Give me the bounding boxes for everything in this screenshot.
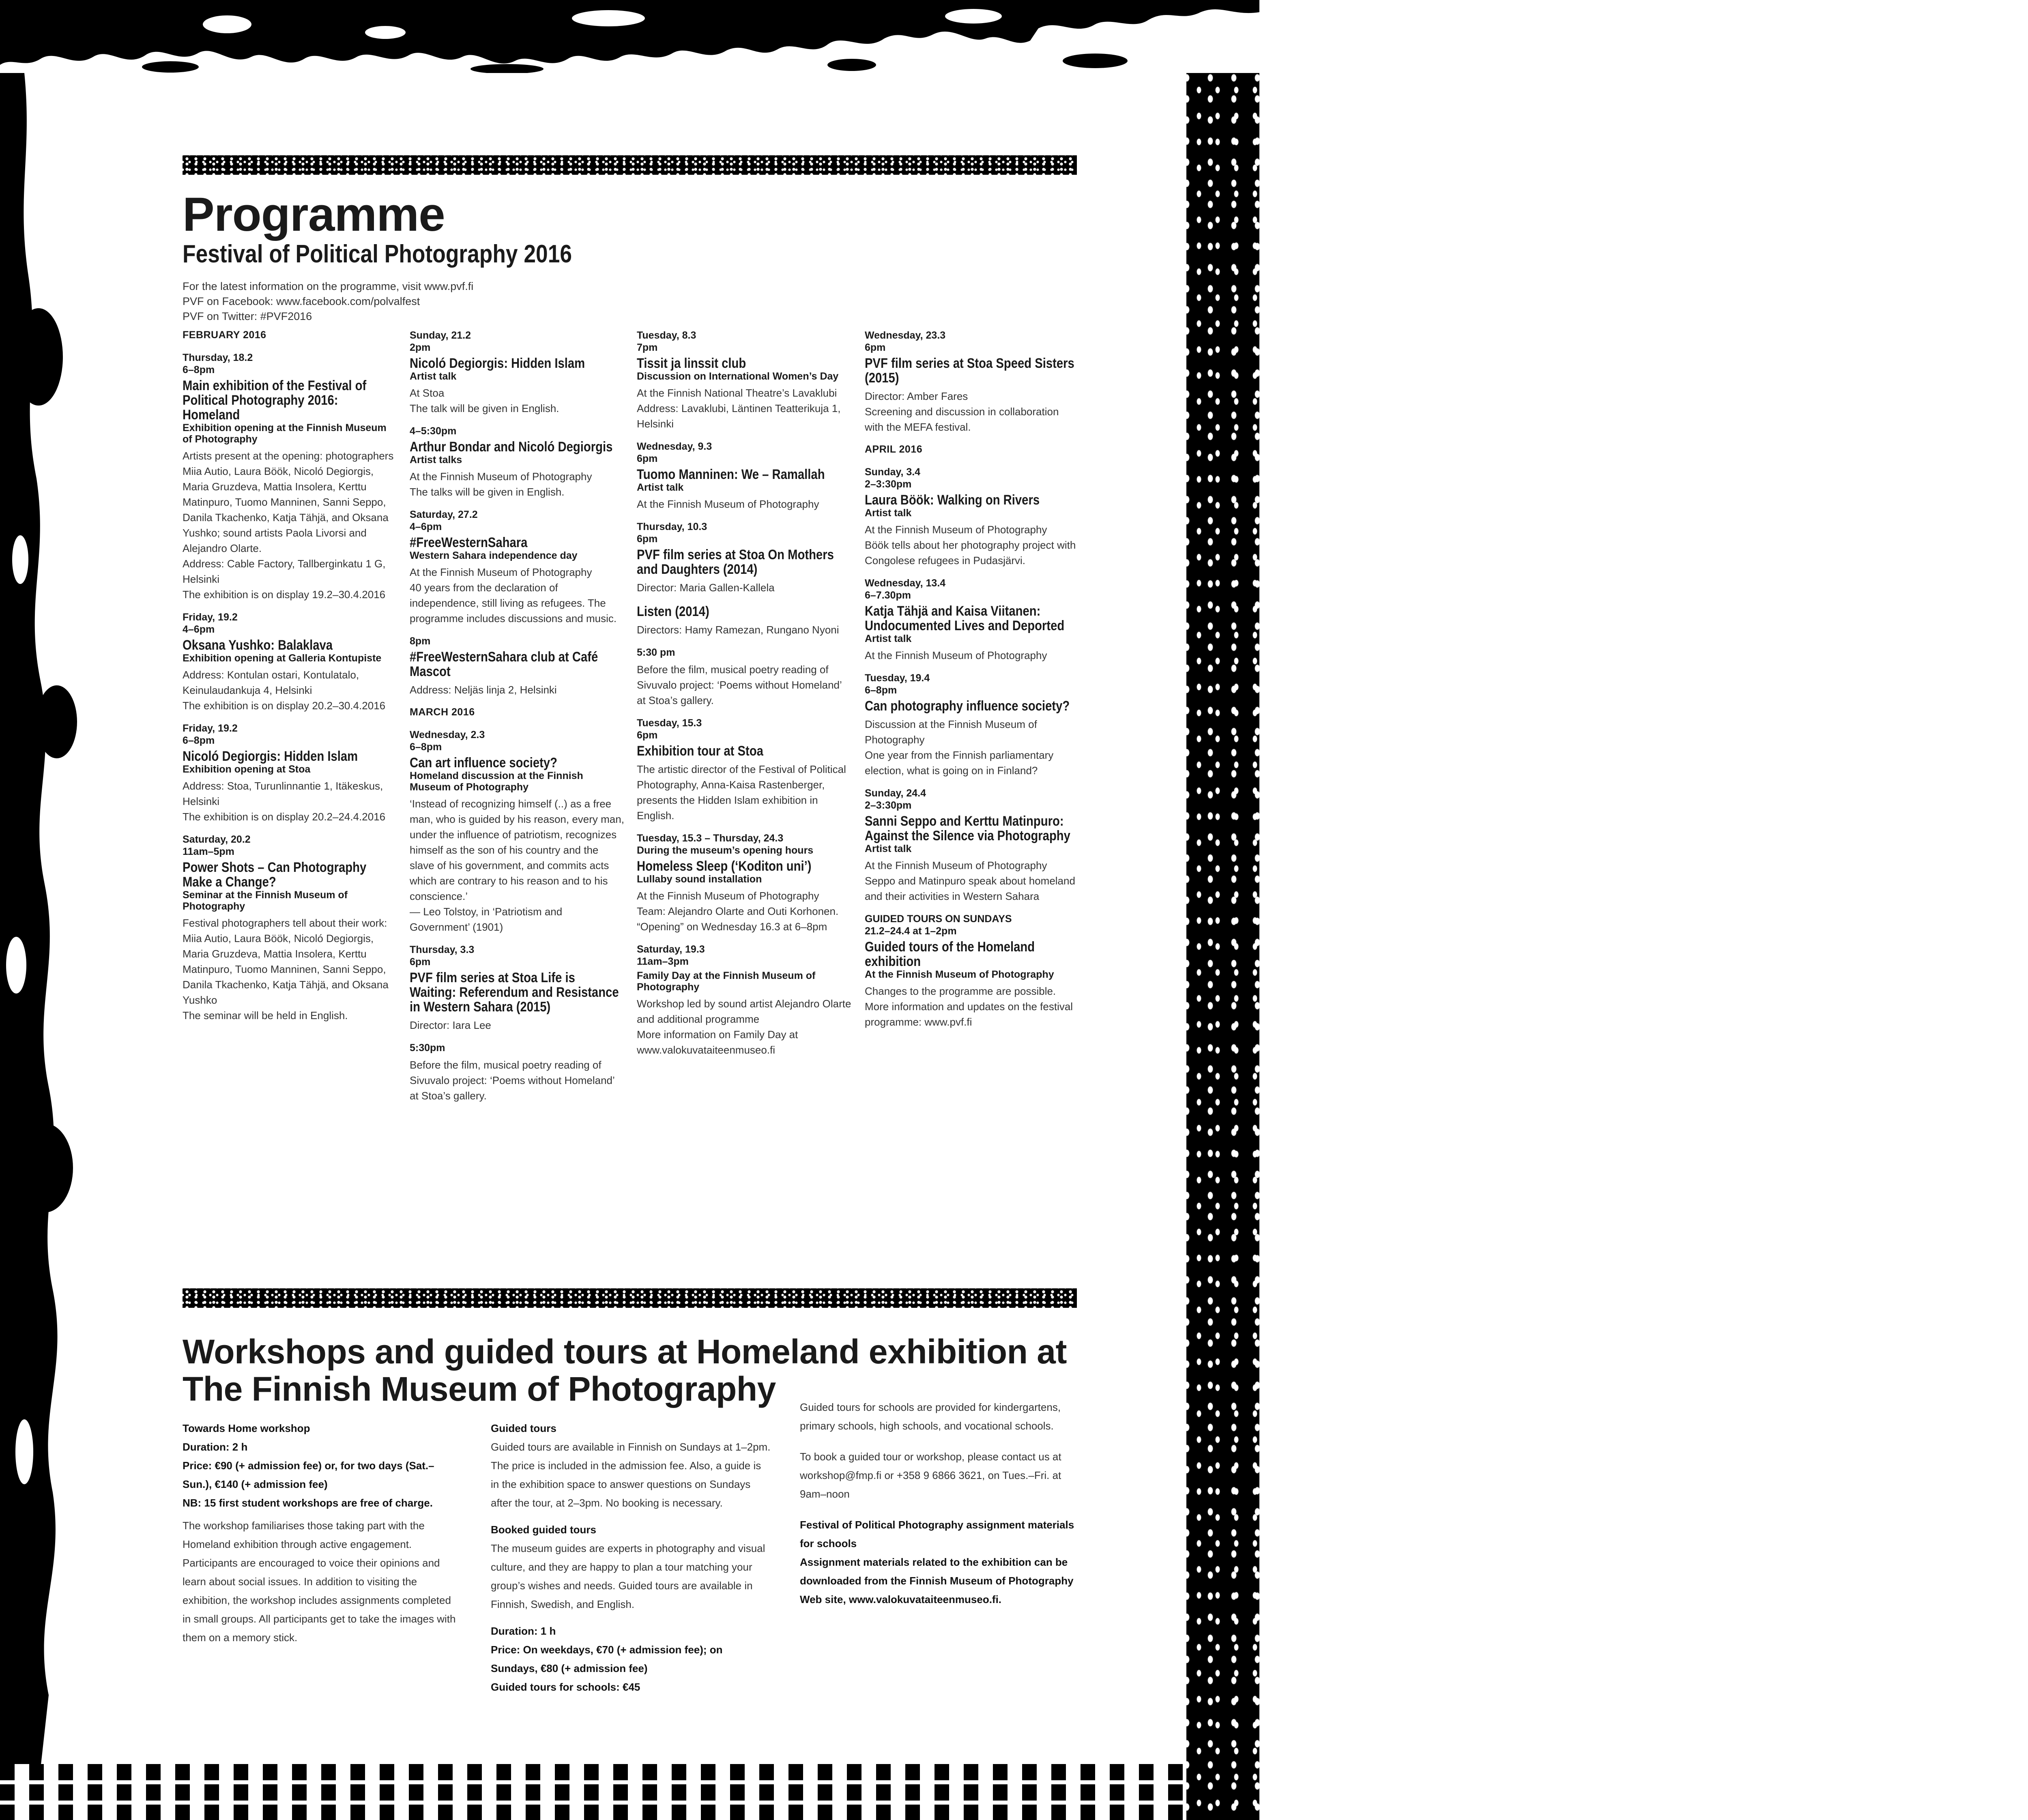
event-date: Saturday, 19.3 [637, 944, 705, 955]
event-time: 6–8pm [183, 364, 215, 376]
event-date: Tuesday, 19.4 [865, 672, 930, 684]
event-title: Can photography influence society? [865, 698, 1070, 714]
programme-event [865, 787, 1080, 904]
event-description: Director: Maria Gallen-Kallela [637, 582, 775, 594]
event-title: Nicoló Degiorgis: Hidden Islam [410, 356, 585, 371]
event-description: Address: Neljäs linja 2, Helsinki [410, 684, 557, 696]
event-description: At Stoa The talk will be given in English. [410, 387, 559, 414]
event-title: Katja Tähjä and Kaisa Viitanen: Undocumented Lives and Deported [865, 603, 1065, 633]
event-date: GUIDED TOURS ON SUNDAYS [865, 913, 1012, 925]
event-time: 7pm [637, 342, 658, 353]
programme-event [637, 440, 852, 512]
workshop-heading: Towards Home workshop [183, 1422, 310, 1434]
event-date: Wednesday, 2.3 [410, 729, 485, 740]
event-subtitle: Discussion on International Women’s Day [637, 371, 839, 382]
event-date: Sunday, 24.4 [865, 788, 926, 799]
event-title: Homeless Sleep (‘Koditon uni’) [637, 858, 812, 874]
month-heading: MARCH 2016 [410, 706, 475, 718]
event-description: Before the film, musical poetry reading of Sivuvalo project: ‘Poems without Homeland’ at Stoa’s gallery. [410, 1059, 614, 1102]
event-description: At the Finnish Museum of Photography [637, 498, 819, 510]
info-line-website: For the latest information on the programme, visit www.pvf.fi [183, 280, 474, 292]
programme-event [410, 425, 625, 500]
event-description: Director: Iara Lee [410, 1019, 491, 1031]
event-time: 6pm [410, 956, 431, 968]
workshops-section [183, 1333, 1091, 1693]
event-time: 6pm [637, 533, 658, 545]
programme-section [183, 188, 1091, 324]
event-subtitle: Artist talk [637, 482, 684, 493]
event-date: Wednesday, 13.4 [865, 577, 946, 589]
event-description: The artistic director of the Festival of Political Photography, Anna-Kaisa Rastenberger, presents the Hidden Islam exhibition in English. [637, 763, 846, 822]
event-date: Thursday, 10.3 [637, 521, 707, 532]
workshop-column-2 [491, 1419, 771, 1696]
programme-event [865, 329, 1080, 435]
programme-event [183, 352, 397, 602]
event-subtitle: Artist talk [410, 371, 457, 382]
programme-event [183, 722, 397, 824]
event-description: Address: Kontulan ostari, Kontulatalo, Keinulaudankuja 4, Helsinki The exhibition is on display 20.2–30.4.2016 [183, 669, 386, 712]
info-line-twitter: PVF on Twitter: #PVF2016 [183, 310, 312, 322]
event-title: #FreeWesternSahara club at Café Mascot [410, 649, 598, 679]
top-camouflage-band [0, 0, 1259, 73]
event-time: 2–3:30pm [865, 479, 912, 490]
programme-column-1 [183, 329, 397, 1032]
event-subtitle: At the Finnish Museum of Photography [865, 969, 1054, 980]
info-line-facebook: PVF on Facebook: www.facebook.com/polvalfest [183, 295, 420, 307]
top-dotted-rule [183, 155, 1077, 175]
event-subtitle: Exhibition opening at Stoa [183, 764, 311, 775]
programme-event [410, 729, 625, 935]
event-subtitle: Artist talk [865, 843, 912, 854]
event-date: Friday, 19.2 [183, 723, 238, 734]
event-time: 6pm [637, 730, 658, 741]
programme-event [410, 509, 625, 626]
programme-event [637, 521, 852, 595]
event-time: During the museum’s opening hours [637, 845, 814, 856]
guided-tours-text: Guided tours are available in Finnish on Sundays at 1–2pm. The price is included in the admission fee. Also, a guide is in the exhibition space to answer questions on Sundays after the tour, at 2–3pm. No booking is necessary. [491, 1441, 771, 1509]
school-tours-text: Guided tours for schools are provided for kindergartens, primary schools, high schools, and vocational schools. [800, 1401, 1061, 1432]
assignment-heading: Festival of Political Photography assignment materials for schools [800, 1519, 1074, 1550]
page-title: Programme [183, 188, 445, 241]
event-subtitle: Artist talk [865, 633, 912, 644]
workshop-price: Price: €90 (+ admission fee) or, for two days (Sat.–Sun.), €140 (+ admission fee) [183, 1459, 434, 1490]
event-time: 21.2–24.4 at 1–2pm [865, 925, 957, 937]
event-time: 4–6pm [410, 521, 442, 532]
assignment-text: Assignment materials related to the exhibition can be downloaded from the Finnish Museum of Photography Web site, www.valokuvataiteenmuseo.fi. [800, 1556, 1074, 1605]
programme-event [637, 832, 852, 934]
programme-event [183, 611, 397, 713]
programme-event [410, 944, 625, 1033]
event-time: 4–5:30pm [410, 425, 457, 437]
event-description: Changes to the programme are possible. More information and updates on the festival programme: www.pvf.fi [865, 985, 1073, 1028]
workshop-column-3 [800, 1398, 1080, 1609]
month-heading: FEBRUARY 2016 [183, 329, 266, 341]
programme-event [637, 329, 852, 431]
event-date: Tuesday, 15.3 – Thursday, 24.3 [637, 833, 784, 844]
event-date: Friday, 19.2 [183, 612, 238, 623]
guided-tours-heading: Guided tours [491, 1422, 556, 1434]
event-title: Arthur Bondar and Nicoló Degiorgis [410, 439, 613, 455]
programme-event [410, 329, 625, 416]
programme-event [865, 466, 1080, 568]
event-description: At the Finnish Museum of Photography The talks will be given in English. [410, 470, 592, 498]
event-time: 6–8pm [865, 685, 897, 696]
event-title: PVF film series at Stoa Speed Sisters (2015) [865, 356, 1074, 386]
right-dotted-band [1186, 73, 1259, 1820]
booked-tours-heading: Booked guided tours [491, 1524, 596, 1536]
event-description: Directors: Hamy Ramezan, Rungano Nyoni [637, 624, 839, 636]
event-date: Saturday, 20.2 [183, 834, 251, 845]
left-camouflage-band [0, 73, 81, 1768]
event-subtitle: Artist talks [410, 454, 462, 466]
school-tour-price: Guided tours for schools: €45 [491, 1681, 640, 1693]
programme-event [637, 717, 852, 823]
event-title: PVF film series at Stoa Life is Waiting: Referendum and Resistance in Western Sahara (2015) [410, 970, 619, 1015]
event-description: Before the film, musical poetry reading of Sivuvalo project: ‘Poems without Homeland’ at Stoa’s gallery. [637, 663, 842, 706]
event-time: 6–8pm [410, 741, 442, 753]
event-time: 5:30pm [410, 1042, 445, 1054]
event-description: At the Finnish Museum of Photography Seppo and Matinpuro speak about homeland and their activities in Western Sahara [865, 859, 1075, 902]
event-time: 6pm [637, 453, 658, 464]
event-subtitle: Exhibition opening at the Finnish Museum of Photography [183, 422, 387, 445]
programme-column-4 [865, 329, 1080, 1039]
event-subtitle: Western Sahara independence day [410, 550, 578, 561]
event-date: Thursday, 3.3 [410, 944, 475, 955]
event-description: At the Finnish Museum of Photography Böök tells about her photography project with Congolese refugees in Pudasjärvi. [865, 524, 1076, 567]
event-title: Can art influence society? [410, 755, 557, 770]
event-subtitle: Family Day at the Finnish Museum of Photography [637, 970, 816, 993]
event-description: Workshop led by sound artist Alejandro Olarte and additional programme More information on Family Day at www.valokuvataiteenmuseo.fi [637, 998, 851, 1056]
event-date: Wednesday, 23.3 [865, 330, 946, 341]
event-description: Director: Amber Fares Screening and discussion in collaboration with the MEFA festival. [865, 390, 1059, 433]
event-description: At the Finnish Museum of Photography [865, 649, 1047, 661]
event-time: 8pm [410, 635, 431, 647]
workshops-title: Workshops and guided tours at Homeland exhibition at The Finnish Museum of Photography [183, 1333, 1067, 1408]
event-description: Festival photographers tell about their work: Miia Autio, Laura Böök, Nicoló Degiorgis, Maria Gruzdeva, Mattia Insolera, Kerttu Matinpuro, Tuomo Manninen, Sanni Seppo, Danila Tkachenko, Katja Tähjä, and Oksana Yushko The seminar will be held in English. [183, 917, 389, 1022]
event-time: 2pm [410, 342, 431, 353]
event-description: ‘Instead of recognizing himself (..) as a free man, who is guided by his reason, every man, under the influence of patriotism, recognizes himself as the son of his country and the slave of his government, and commits acts which are contrary to his reason and to his conscience.’ — Leo Tolstoy, in ‘Patriotism and Government’ (1901) [410, 798, 624, 933]
event-description: Artists present at the opening: photographers Miia Autio, Laura Böök, Nicoló Degiorgis, Maria Gruzdeva, Mattia Insolera, Kerttu Matinpuro, Tuomo Manninen, Sanni Seppo, Danila Tkachenko, Katja Tähjä, and Oksana Yushko; sound artists Paola Livorsi and Alejandro Olarte. Address: Cable Factory, Tallberginkatu 1 G, Helsinki The exhibition is on display 19.2–30.4.2016 [183, 450, 394, 601]
programme-event [637, 646, 852, 708]
event-time: 4–6pm [183, 624, 215, 635]
event-title: Main exhibition of the Festival of Political Photography 2016: Homeland [183, 378, 367, 423]
event-title: Exhibition tour at Stoa [637, 743, 763, 759]
event-date: Tuesday, 8.3 [637, 330, 696, 341]
programme-event [865, 913, 1080, 1030]
programme-event [637, 604, 852, 637]
programme-column-2 [410, 329, 625, 1112]
event-time: 2–3:30pm [865, 800, 912, 811]
event-subtitle: Seminar at the Finnish Museum of Photography [183, 889, 348, 912]
event-description: At the Finnish Museum of Photography 40 years from the declaration of independence, still living as refugees. The programme includes discussions and music. [410, 566, 617, 625]
event-date: Sunday, 21.2 [410, 330, 471, 341]
event-title: Nicoló Degiorgis: Hidden Islam [183, 749, 358, 764]
programme-event [410, 1042, 625, 1103]
event-title: Power Shots – Can Photography Make a Change? [183, 860, 367, 890]
workshop-text: The workshop familiarises those taking part with the Homeland exhibition through active engagement. Participants are encouraged to voice their opinions and learn about social issues. In addition to visiting the exhibition, the workshop includes assignments completed in small groups. All participants get to take the images with them on a memory stick. [183, 1520, 456, 1644]
booked-tours-text: The museum guides are experts in photography and visual culture, and they are happy to plan a tour matching your group’s wishes and needs. Guided tours are available in Finnish, Swedish, and English. [491, 1542, 765, 1610]
event-title: Laura Böök: Walking on Rivers [865, 492, 1040, 508]
booking-contact-text: To book a guided tour or workshop, please contact us at workshop@fmp.fi or +358 9 6866 3621, on Tues.–Fri. at 9am–noon [800, 1451, 1061, 1500]
event-description: Discussion at the Finnish Museum of Photography One year from the Finnish parliamentary election, what is going on in Finland? [865, 718, 1054, 777]
event-title: Oksana Yushko: Balaklava [183, 637, 333, 653]
event-title: #FreeWesternSahara [410, 535, 528, 550]
bottom-checker-band [0, 1764, 1186, 1820]
event-description: At the Finnish Museum of Photography Team: Alejandro Olarte and Outi Korhonen. “Opening” on Wednesday 16.3 at 6–8pm [637, 890, 839, 933]
event-title: Guided tours of the Homeland exhibition [865, 939, 1035, 969]
event-title: PVF film series at Stoa On Mothers and Daughters (2014) [637, 547, 834, 577]
event-time: 6–7.30pm [865, 590, 911, 601]
event-time: 6–8pm [183, 735, 215, 746]
event-subtitle: Artist talk [865, 507, 912, 519]
event-description: Address: Stoa, Turunlinnantie 1, Itäkeskus, Helsinki The exhibition is on display 20.2–24.4.2016 [183, 780, 386, 823]
programme-event [183, 833, 397, 1023]
event-date: Thursday, 18.2 [183, 352, 253, 363]
event-title: Sanni Seppo and Kerttu Matinpuro: Against the Silence via Photography [865, 813, 1070, 843]
event-date: Sunday, 3.4 [865, 466, 921, 478]
event-time: 5:30 pm [637, 647, 675, 658]
programme-event [865, 577, 1080, 663]
programme-event [865, 672, 1080, 778]
workshop-duration: Duration: 2 h [183, 1441, 248, 1453]
event-subtitle: Exhibition opening at Galleria Kontupiste [183, 652, 382, 664]
middle-dotted-rule [183, 1288, 1077, 1308]
event-time: 11am–5pm [183, 846, 234, 857]
festival-subtitle: Festival of Political Photography 2016 [183, 240, 572, 268]
event-time: 6pm [865, 342, 886, 353]
event-subtitle: Homeland discussion at the Finnish Museum of Photography [410, 770, 583, 793]
workshop-note: NB: 15 first student workshops are free of charge. [183, 1497, 433, 1509]
event-title: Tuomo Manninen: We – Ramallah [637, 467, 825, 482]
tour-duration: Duration: 1 h [491, 1625, 556, 1637]
programme-event [410, 635, 625, 698]
month-heading: APRIL 2016 [865, 444, 923, 455]
event-date: Saturday, 27.2 [410, 509, 478, 520]
event-date: Tuesday, 15.3 [637, 717, 702, 729]
event-date: Wednesday, 9.3 [637, 441, 712, 452]
event-description: At the Finnish National Theatre’s Lavaklubi Address: Lavaklubi, Läntinen Teatterikuja 1, Helsinki [637, 387, 841, 430]
event-title: Listen (2014) [637, 604, 709, 619]
event-subtitle: Lullaby sound installation [637, 874, 762, 885]
programme-event [637, 943, 852, 1058]
event-title: Tissit ja linssit club [637, 356, 746, 371]
workshop-column-1 [183, 1419, 458, 1647]
programme-column-3 [637, 329, 852, 1067]
event-time: 11am–3pm [637, 956, 689, 967]
tour-price: Price: On weekdays, €70 (+ admission fee); on Sundays, €80 (+ admission fee) [491, 1644, 723, 1674]
